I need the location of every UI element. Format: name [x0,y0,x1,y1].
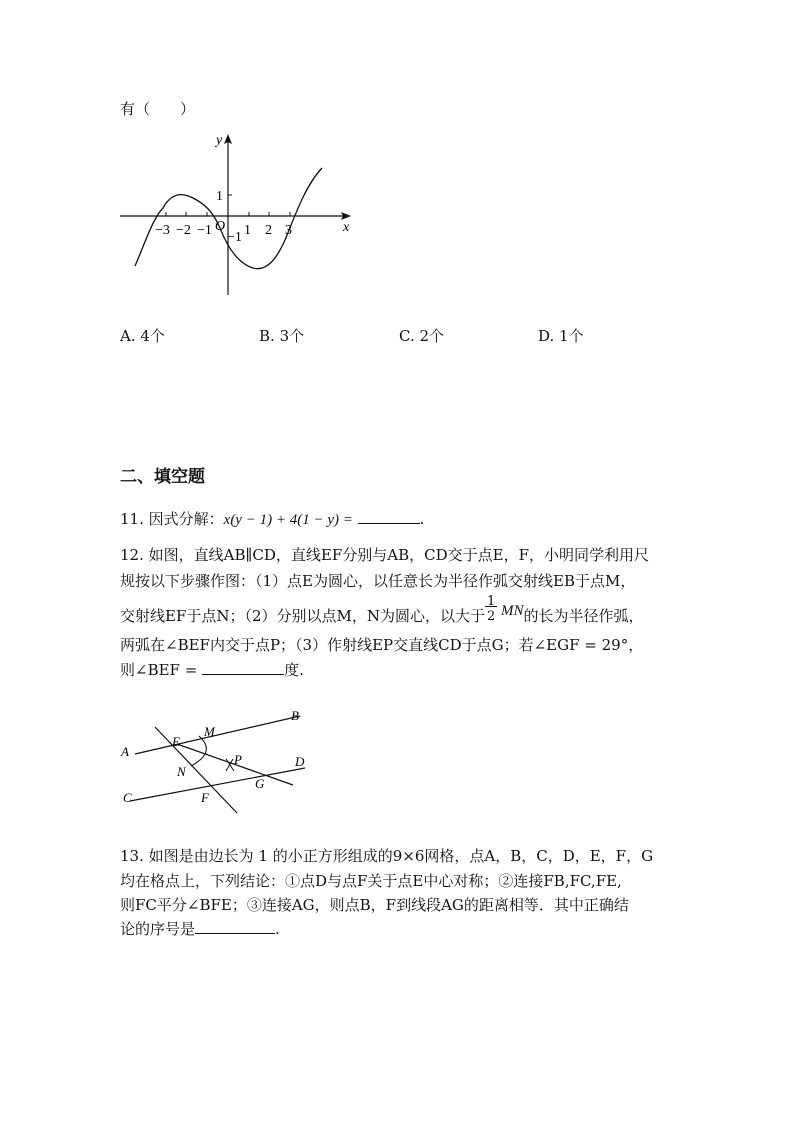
point-label-a: A [121,744,129,759]
answer-blank[interactable] [202,660,284,675]
period: . [419,510,425,528]
question-text: 的长为半径作弧， [523,607,644,625]
choice-text: 1个 [559,327,584,345]
choice-text: 4个 [140,327,165,345]
question-text: 如图是由边长为 1 的小正方形组成的9×6网格，点A，B，C，D，E，F，G [148,847,654,865]
question-text: 则∠BEF = [120,661,198,679]
fraction-denominator: 2 [487,609,496,624]
question-number: 11. [120,510,144,528]
geometry-figure [115,700,315,815]
y-tick-label: 1 [216,189,223,204]
question-13-line4 [120,919,280,939]
point-label-d: D [295,754,305,769]
fraction-numerator: 1 [487,594,496,609]
question-text: 论的序号是 [120,920,196,938]
question-12-line5 [120,660,304,680]
answer-blank[interactable] [195,919,275,934]
question-13-line3: 则FC平分∠BFE；③连接AG，则点B，F到线段AG的距离相等．其中正确结 [120,896,629,914]
choice-text: 2个 [419,327,445,345]
x-tick-label: 1 [244,223,251,238]
choice-letter: D. [538,327,555,345]
question-tail: 有（ ） [120,100,196,118]
point-label-n: N [177,764,186,779]
question-13-line1 [120,846,653,866]
y-tick-label: −1 [227,230,242,245]
question-text: . [275,920,280,938]
x-axis-label: x [343,220,350,235]
answer-blank[interactable] [358,509,420,524]
section-title: 二、填空题 [120,467,205,487]
x-tick-label: 3 [285,223,292,238]
line-ab [135,716,300,754]
question-text: 因式分解： [148,510,224,528]
question-text: 交射线EF于点N；（2）分别以点M，N为圆心，以大于 [120,607,486,625]
question-number: 12. [120,546,144,564]
question-12-line1 [120,545,649,565]
x-tick-label: −1 [197,223,212,238]
x-tick-label: 2 [265,223,272,238]
choice-a[interactable] [120,325,165,346]
question-12-line3 [120,594,644,627]
question-number: 13. [120,847,144,865]
choice-letter: A. [120,327,136,345]
choice-d[interactable] [538,325,584,346]
choice-letter: C. [399,327,415,345]
question-12-line2: 规按以下步骤作图：（1）点E为圆心，以任意长为半径作弧交射线EB于点M， [120,572,636,590]
choice-letter: B. [259,327,275,345]
function-graph [115,128,365,298]
origin-label: O [215,219,226,234]
x-tick-label: −3 [155,223,170,238]
question-13-line2: 均在格点上，下列结论：①点D与点F关于点E中心对称；②连接FB,FC,FE, [120,872,622,890]
choice-text: 3个 [279,327,305,345]
question-11 [120,509,424,530]
x-tick-label: −2 [176,223,191,238]
fraction-tail: MN [501,603,524,619]
choice-b[interactable] [259,325,304,346]
point-label-p: P [234,752,242,767]
question-text: 度. [284,661,304,679]
point-label-m: M [204,724,215,739]
math-expression: x(y − 1) + 4(1 − y) = [223,512,353,528]
point-label-f: F [201,790,209,805]
point-label-e: E [172,734,180,749]
point-label-c: C [123,790,132,805]
choice-c[interactable] [399,325,444,346]
y-axis-label: y [216,133,223,148]
point-label-g: G [255,776,265,791]
fraction [485,594,501,626]
question-text: 如图，直线AB∥CD，直线EF分别与AB，CD交于点E，F，小明同学利用尺 [148,546,650,564]
line-cd [130,768,305,801]
question-12-line4: 两弧在∠BEF内交于点P；（3）作射线EP交直线CD于点G；若∠EGF = 29°， [120,636,644,654]
point-label-b: B [291,708,299,723]
